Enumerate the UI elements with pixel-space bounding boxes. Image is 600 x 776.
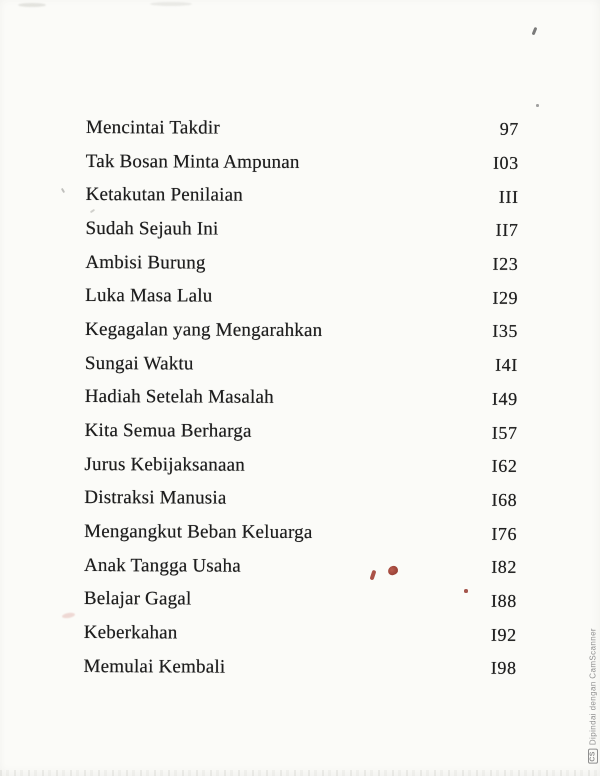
toc-row (85, 380, 518, 416)
chapter-title: Keberkahan (83, 622, 178, 644)
toc-row (84, 549, 517, 585)
chapter-title: Sudah Sejauh Ini (85, 217, 219, 240)
chapter-title: Kita Semua Berharga (84, 420, 252, 442)
chapter-title: Jurus Kebijaksanaan (84, 453, 246, 476)
chapter-page-number: I49 (491, 388, 518, 409)
chapter-title: Memulai Kembali (83, 655, 226, 678)
top-edge-smudge (18, 3, 46, 7)
chapter-page-number: I35 (492, 321, 519, 342)
chapter-page-number: I98 (490, 658, 517, 679)
toc-row (84, 650, 517, 686)
chapter-page-number: III (498, 186, 519, 207)
chapter-title: Mencintai Takdir (85, 116, 220, 139)
top-edge-smudge (150, 2, 192, 6)
gray-speck-tick (61, 188, 65, 193)
chapter-title: Hadiah Setelah Masalah (84, 386, 274, 409)
chapter-page-number: I82 (491, 557, 518, 578)
chapter-title: Tak Bosan Minta Ampunan (85, 150, 300, 173)
chapter-page-number: I92 (490, 624, 517, 645)
chapter-page-number: I23 (492, 253, 519, 274)
chapter-page-number: I57 (491, 422, 518, 443)
chapter-page-number: I29 (492, 287, 519, 308)
toc-row (86, 111, 519, 147)
chapter-page-number: I68 (491, 489, 518, 510)
red-ink-dot (464, 589, 468, 593)
toc-row (86, 178, 519, 214)
chapter-title: Kegagalan yang Mengarahkan (85, 318, 323, 342)
camscanner-logo-icon: CS (589, 751, 597, 762)
toc-row (84, 448, 517, 484)
chapter-title: Belajar Gagal (83, 588, 192, 610)
chapter-title: Anak Tangga Usaha (83, 554, 241, 577)
pink-ink-smudge (62, 612, 76, 619)
gray-speck-slash (532, 27, 537, 35)
scan-noise-band (0, 770, 600, 776)
toc-row (85, 279, 518, 315)
toc-row (84, 583, 517, 619)
chapter-title: Sungai Waktu (84, 352, 194, 375)
toc-row (85, 347, 518, 383)
gray-speck-dot (536, 104, 539, 107)
toc-row (85, 313, 518, 349)
chapter-page-number: 97 (499, 119, 519, 140)
toc-row (84, 616, 517, 652)
chapter-page-number: I88 (491, 590, 517, 611)
toc-row (85, 212, 518, 248)
chapter-title: Distraksi Manusia (84, 487, 227, 510)
toc-row (85, 414, 518, 450)
camscanner-watermark-label: Dipindai dengan CamScanner (588, 628, 598, 746)
camscanner-watermark (588, 628, 598, 764)
chapter-page-number: I03 (492, 152, 519, 173)
toc-row (85, 246, 518, 282)
chapter-title: Luka Masa Lalu (85, 285, 213, 307)
table-of-contents (84, 111, 519, 686)
chapter-page-number: II7 (495, 220, 519, 241)
chapter-page-number: I62 (491, 455, 518, 477)
chapter-title: Ambisi Burung (85, 251, 206, 274)
toc-row (84, 482, 517, 518)
toc-row (84, 515, 517, 551)
chapter-title: Mengangkut Beban Keluarga (84, 521, 313, 544)
chapter-page-number: I4I (495, 354, 518, 376)
toc-row (86, 145, 519, 181)
chapter-title: Ketakutan Penilaian (85, 184, 244, 206)
chapter-page-number: I76 (491, 523, 518, 544)
